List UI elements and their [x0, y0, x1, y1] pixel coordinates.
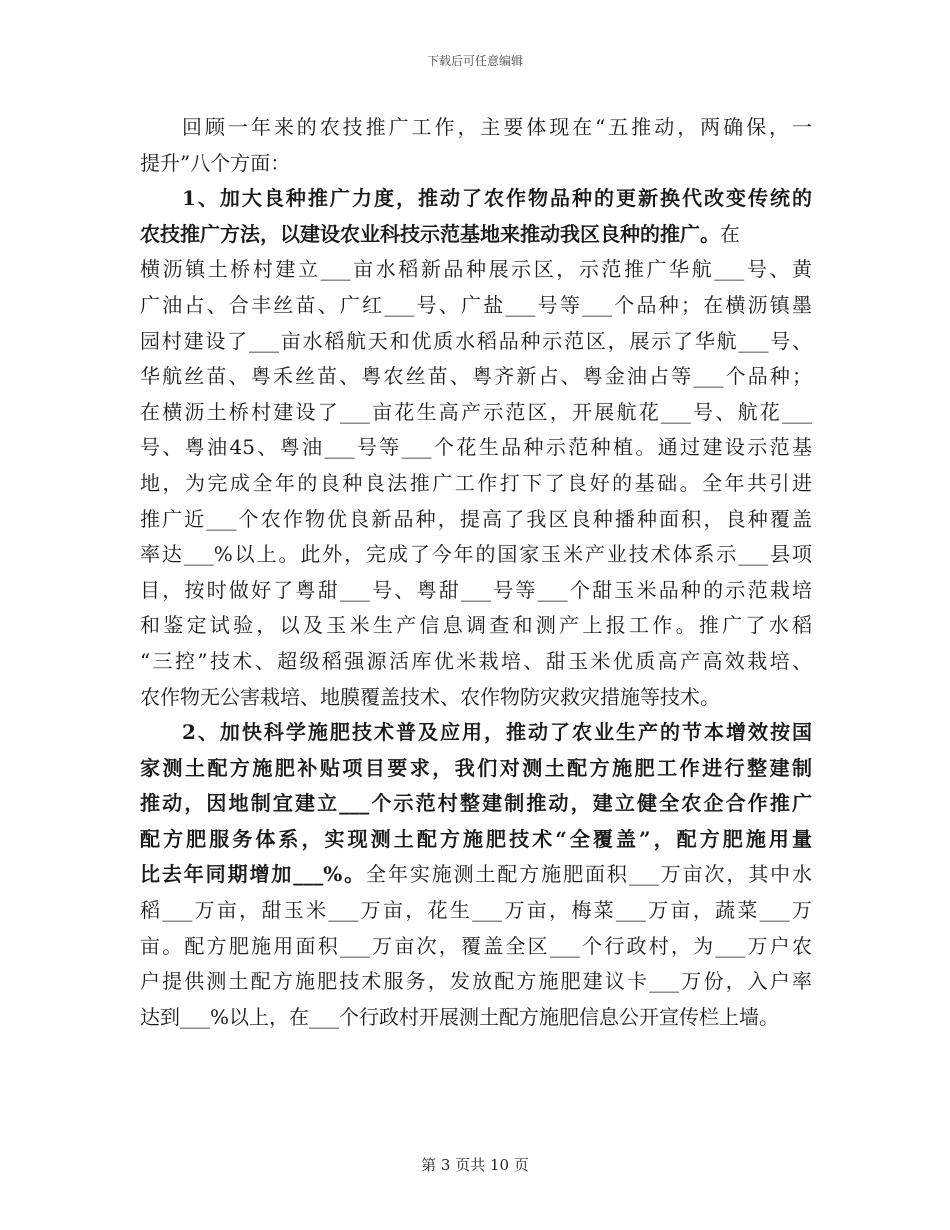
mixed-line — [140, 217, 812, 253]
text-span: 在 — [720, 221, 740, 246]
text-line: 在横沥土桥村建设了___亩花生高产示范区，开展航花___号、航花___ — [140, 399, 812, 424]
text-line: 户提供测土配方施肥技术服务，发放配方施肥建议卡___万份，入户率 — [140, 969, 812, 994]
text-line: “三控”技术、超级稻强源活库优米栽培、甜玉米优质高产高效栽培、 — [140, 648, 812, 673]
text-line: 广油占、合丰丝苗、广红___号、广盐___号等___个品种；在横沥镇墨 — [140, 292, 812, 317]
text-line: 推广近___个农作物优良新品种，提高了我区良种播种面积，良种覆盖 — [140, 506, 812, 531]
text-line: 亩。配方肥施用面积___万亩次，覆盖全区___个行政村，为___万户农 — [140, 933, 812, 958]
bold-heading-line: 1、加大良种推广力度，推动了农作物品种的更新换代改变传统的 — [182, 186, 812, 211]
bold-heading-text: 比去年同期增加___%。 — [140, 862, 367, 887]
text-line: 华航丝苗、粤禾丝苗、粤农丝苗、粤齐新占、粤金油占等___个品种； — [140, 364, 812, 389]
document-body — [140, 110, 812, 1035]
text-line: 地，为完成全年的良种良法推广工作打下了良好的基础。全年共引进 — [140, 470, 812, 495]
bold-heading-line: 2、加快科学施肥技术普及应用，推动了农业生产的节本增效按国 — [182, 720, 812, 745]
page-number: 第 3 页共 10 页 — [421, 1156, 529, 1174]
text-line: 园村建设了___亩水稻航天和优质水稻品种示范区，展示了华航___号、 — [140, 328, 812, 353]
bold-heading-line: 配方肥服务体系，实现测土配方施肥技术“全覆盖”，配方肥施用量 — [140, 826, 812, 851]
bold-heading-text: 农技推广方法，以建设农业科技示范基地来推动我区良种的推广。 — [140, 221, 720, 246]
bold-heading-line: 家测土配方施肥补贴项目要求，我们对测土配方施肥工作进行整建制 — [140, 755, 812, 780]
text-line: 稻___万亩，甜玉米___万亩，花生___万亩，梅菜___万亩，蔬菜___万 — [140, 898, 812, 923]
text-line: 号、粤油45、粤油___号等___个花生品种示范种植。通过建设示范基 — [140, 435, 812, 460]
text-line: 提升”八个方面： — [140, 150, 291, 175]
text-line: 率达___%以上。此外，完成了今年的国家玉米产业技术体系示___县项 — [140, 542, 812, 567]
text-line: 横沥镇土桥村建立___亩水稻新品种展示区，示范推广华航___号、黄 — [140, 257, 812, 282]
text-line: 农作物无公害栽培、地膜覆盖技术、农作物防灾救灾措施等技术。 — [140, 684, 720, 709]
text-span: 全年实施测土配方施肥面积___万亩次，其中水 — [366, 862, 813, 887]
text-line: 达到___%以上，在___个行政村开展测土配方施肥信息公开宣传栏上墙。 — [140, 1004, 780, 1029]
mixed-line — [140, 857, 812, 893]
text-line: 目，按时做好了粤甜___号、粤甜___号等___个甜玉米品种的示范栽培 — [140, 577, 812, 602]
text-line: 和鉴定试验，以及玉米生产信息调查和测产上报工作。推广了水稻 — [140, 613, 812, 638]
text-line: 回顾一年来的农技推广工作，主要体现在“五推动，两确保，一 — [182, 115, 812, 139]
bold-heading-line: 推动，因地制宜建立___个示范村整建制推动，建立健全农企合作推广 — [140, 791, 812, 816]
page-header-note: 下载后可任意编辑 — [426, 54, 523, 68]
